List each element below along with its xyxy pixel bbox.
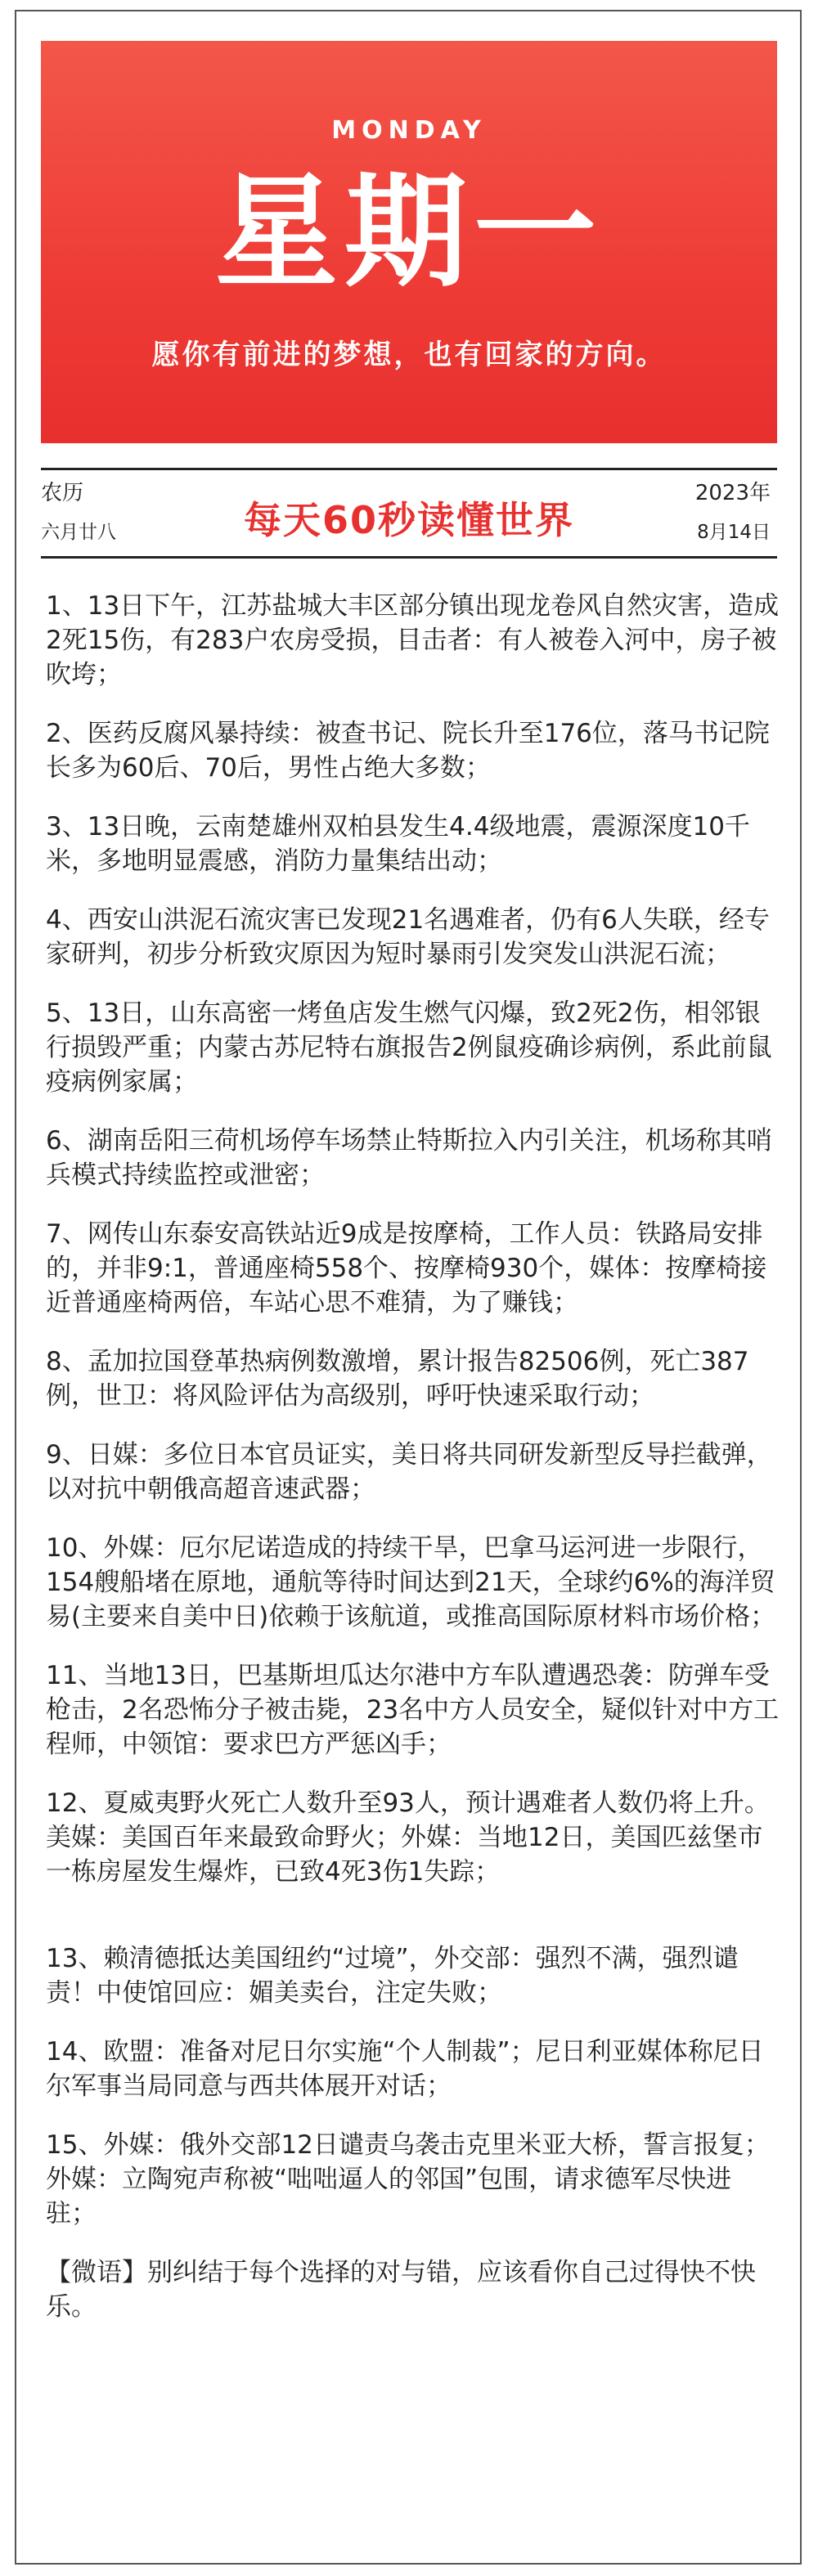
news-item-10: 10、外媒：厄尔尼诺造成的持续干旱，巴拿马运河进一步限行，154艘船堵在原地，通航等待时间达到21天，全球约6%的海洋贸易(主要来自美中日)依赖于该航道，或推高国际原材料市场价格；	[46, 1533, 776, 1631]
news-list	[46, 589, 782, 2349]
news-item-9: 9、日媒：多位日本官员证实，美日将共同研发新型反导拦截弹，以对抗中朝俄高超音速武器；	[46, 1440, 772, 1504]
news-item-2: 2、医药反腐风暴持续：被查书记、院长升至176位，落马书记院长多为60后、70后，男性占绝大多数；	[46, 719, 770, 783]
news-item-1: 1、13日下午，江苏盐城大丰区部分镇出现龙卷风自然灾害，造成2死15伤，有283户农房受损，目击者：有人被卷入河中，房子被吹垮；	[46, 591, 780, 689]
news-item-13: 13、赖清德抵达美国纽约“过境”，外交部：强烈不满，强烈谴责！中使馆回应：媚美卖台，注定失败；	[46, 1944, 739, 2008]
date: 8月14日	[697, 522, 771, 543]
daily-quote: 【微语】别纠结于每个选择的对与错，应该看你自己过得快不快乐。	[46, 2258, 756, 2322]
weekday-chinese: 星期一	[214, 162, 603, 304]
news-item-15: 15、外媒：俄外交部12日谴责乌袭击克里米亚大桥，誓言报复；外媒：立陶宛声称被“咄咄逼人的邻国”包围，请求德军尽快进驻；	[46, 2130, 770, 2228]
news-item-8: 8、孟加拉国登革热病例数激增，累计报告82506例，死亡387例，世卫：将风险评估为高级别，呼吁快速采取行动；	[46, 1347, 749, 1411]
weekday-english: MONDAY	[331, 116, 487, 145]
news-item-11: 11、当地13日，巴基斯坦瓜达尔港中方车队遭遇恐袭：防弹车受枪击，2名恐怖分子被击毙，23名中方人员安全，疑似针对中方工程师，中领馆：要求巴方严惩凶手；	[46, 1661, 780, 1759]
year: 2023年	[694, 481, 771, 505]
header-bottom-divider	[41, 556, 777, 559]
header-banner	[41, 41, 777, 443]
news-item-7: 7、网传山东泰安高铁站近9成是按摩椅，工作人员：铁路局安排的，并非9:1，普通座椅558个、按摩椅930个，媒体：按摩椅接近普通座椅两倍，车站心思不难猜，为了赚钱；	[46, 1219, 767, 1317]
news-item-4: 4、西安山洪泥石流灾害已发现21名遇难者，仍有6人失联，经专家研判，初步分析致灾原因为短时暴雨引发突发山洪泥石流；	[46, 905, 770, 969]
news-item-5: 5、13日，山东高密一烤鱼店发生燃气闪爆，致2死2伤，相邻银行损毁严重；内蒙古苏尼特右旗报告2例鼠疫确诊病例，系此前鼠疫病例家属；	[46, 999, 772, 1097]
news-item-12: 12、夏威夷野火死亡人数升至93人，预计遇难者人数仍将上升。美媒：美国百年来最致命野火；外媒：当地12日，美国匹兹堡市一栋房屋发生爆炸，已致4死3伤1失踪；	[46, 1788, 770, 1887]
lunar-date: 六月廿八	[41, 522, 116, 543]
news-item-6: 6、湖南岳阳三荷机场停车场禁止特斯拉入内引关注，机场称其哨兵模式持续监控或泄密；	[46, 1126, 772, 1190]
slogan: 愿你有前进的梦想，也有回家的方向。	[151, 339, 667, 371]
news-item-14: 14、欧盟：准备对尼日尔实施“个人制裁”；尼日利亚媒体称尼日尔军事当局同意与西共体展开对话；	[46, 2037, 764, 2101]
header-top-divider	[41, 468, 777, 470]
page-title: 每天60秒读懂世界	[243, 498, 574, 542]
lunar-label: 农历	[41, 481, 84, 505]
news-item-3: 3、13日晚，云南楚雄州双柏县发生4.4级地震，震源深度10千米，多地明显震感，消防力量集结出动；	[46, 812, 750, 876]
